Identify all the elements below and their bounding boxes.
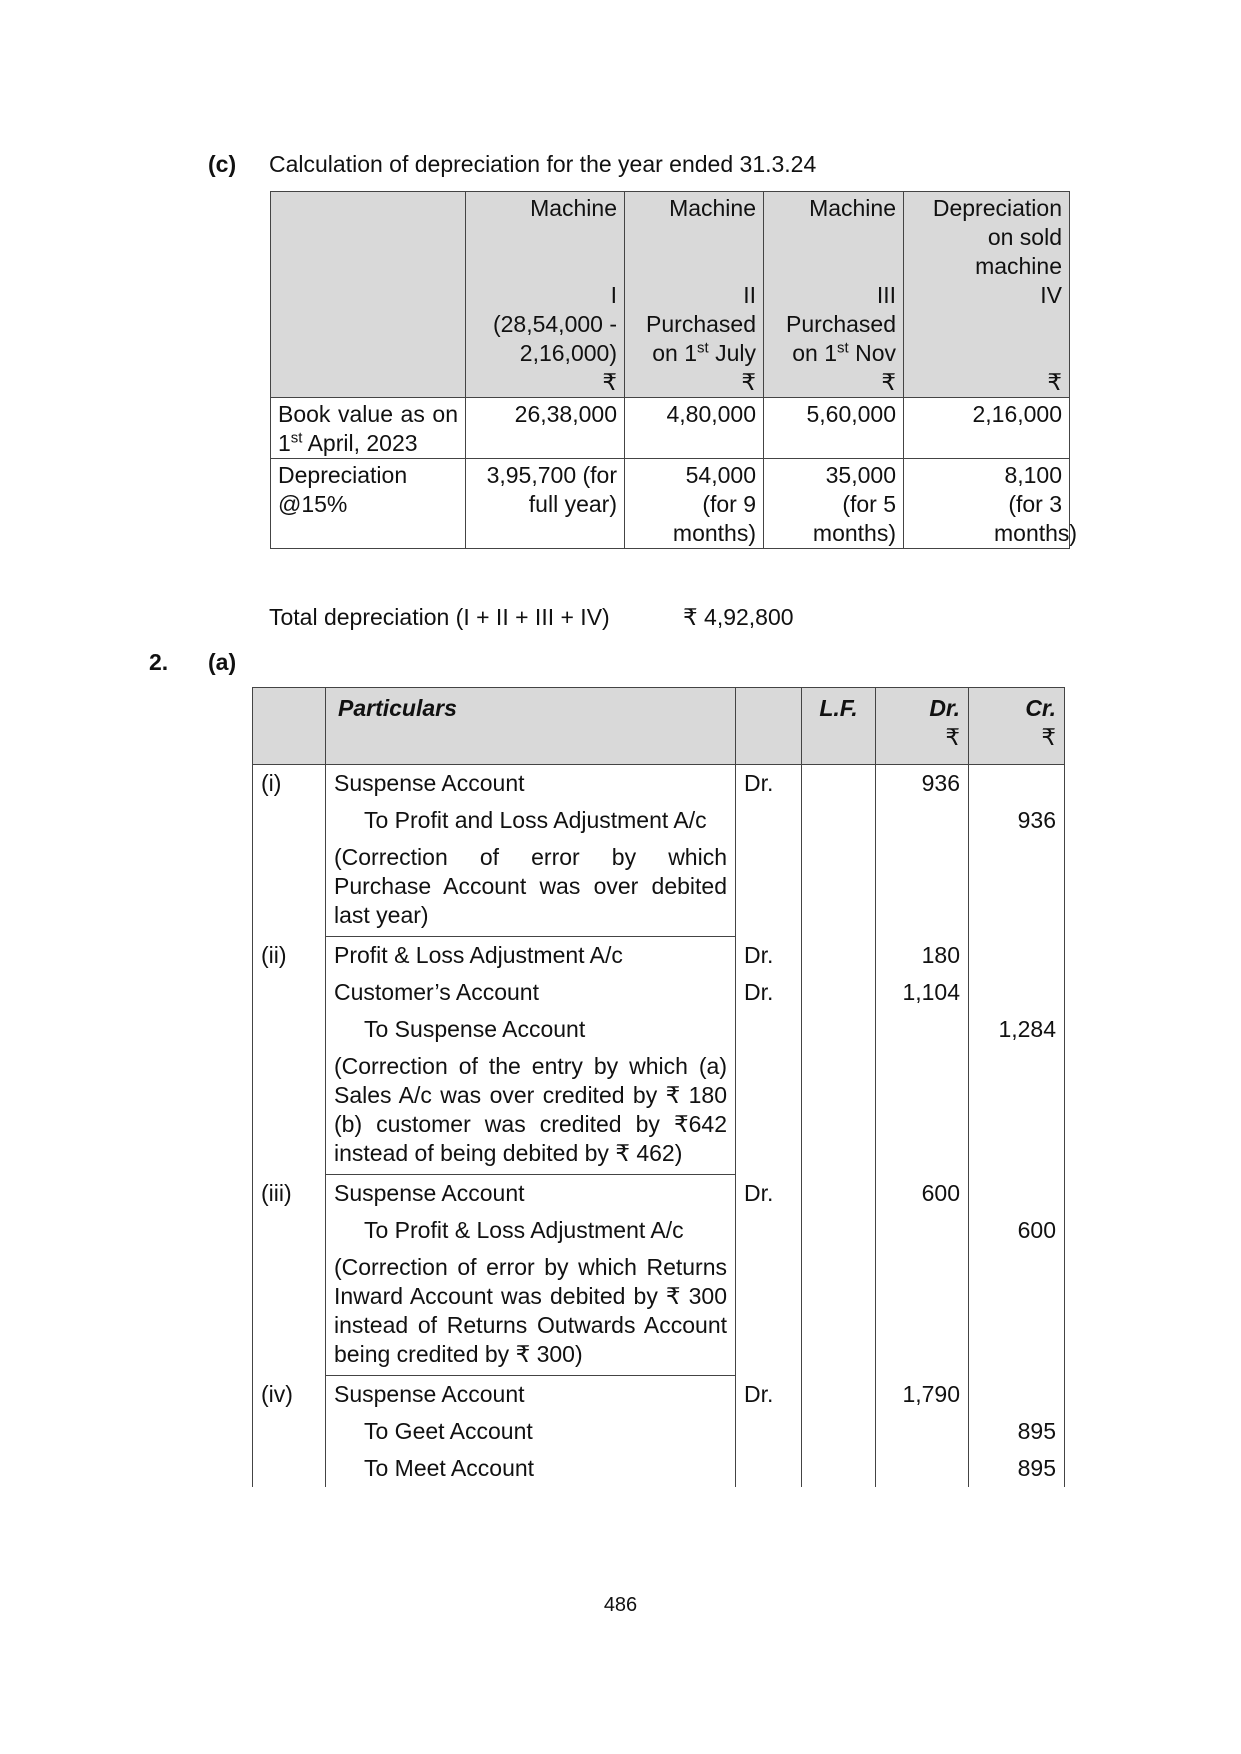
machine-2-desc-b: on 1st July: [652, 339, 756, 366]
journal-header-cr: Cr. ₹: [969, 688, 1065, 765]
entry-line: To Profit and Loss Adjustment A/c: [364, 807, 707, 833]
machine-3-desc-a: Purchased: [786, 311, 896, 337]
machine-3-currency: ₹: [881, 369, 896, 395]
entry-drcr: Dr.: [736, 1376, 802, 1488]
entry-dr: 936: [876, 765, 969, 937]
question-part: (a): [208, 649, 237, 675]
entry-narration: (Correction of the entry by which (a) Sales A/c was over credited by ₹ 180 (b) customer was credited by ₹642 instead of being debited by ₹ 462): [334, 1053, 727, 1166]
entry-line: To Meet Account: [364, 1455, 535, 1481]
depreciation-label: Depreciation @15%: [271, 459, 466, 549]
journal-header-row: [253, 688, 1065, 765]
entry-drcr: Dr. Dr.: [736, 937, 802, 1175]
total-depreciation-value: ₹ 4,92,800: [683, 604, 794, 630]
depreciation-machine-3: 35,000 (for 5 months): [764, 459, 904, 549]
entry-lf: [802, 1175, 876, 1376]
machine-2-currency: ₹: [741, 369, 756, 395]
entry-dr: 600: [876, 1175, 969, 1376]
entry-line: To Geet Account: [364, 1418, 533, 1444]
journal-header-drcr: [736, 688, 802, 765]
machine-3-number: III: [876, 282, 896, 308]
book-value-machine-1: 26,38,000: [466, 398, 625, 459]
book-value-label: Book value as on 1st April, 2023: [271, 398, 466, 459]
entry-cr: 936: [969, 765, 1065, 937]
entry-line: To Suspense Account: [364, 1016, 586, 1042]
entry-line: Suspense Account: [334, 1180, 525, 1206]
dep-row-depreciation: [271, 459, 1070, 549]
depreciation-machine-1: 3,95,700 (for full year): [466, 459, 625, 549]
sold-machine-currency: ₹: [1047, 369, 1062, 395]
depreciation-machine-2: 54,000 (for 9 months): [625, 459, 764, 549]
machine-1-desc: (28,54,000 - 2,16,000): [492, 311, 617, 366]
book-value-machine-2: 4,80,000: [625, 398, 764, 459]
entry-line: Suspense Account: [334, 770, 525, 796]
section-title: Calculation of depreciation for the year ended 31.3.24: [269, 151, 817, 177]
dep-header-blank: [271, 192, 466, 398]
entry-particulars: [326, 937, 736, 1175]
book-value-machine-3: 5,60,000: [764, 398, 904, 459]
machine-3-desc-b: on 1st Nov: [792, 339, 896, 366]
entry-drcr: Dr.: [736, 1175, 802, 1376]
machine-2-number: II: [743, 282, 756, 308]
entry-cr: 600: [969, 1175, 1065, 1376]
entry-dr: 1,790: [876, 1376, 969, 1488]
journal-entry: [253, 1376, 1065, 1488]
entry-line: To Profit & Loss Adjustment A/c: [364, 1217, 684, 1243]
dep-header-sold-machine: [904, 192, 1070, 398]
journal-header-no: [253, 688, 326, 765]
question-number: 2.: [149, 649, 169, 675]
entry-number: (i): [253, 765, 326, 937]
entry-narration: (Correction of error by which Purchase Account was over debited last year): [334, 844, 727, 928]
entry-number: (iv): [253, 1376, 326, 1488]
entry-dr: 180 1,104: [876, 937, 969, 1175]
dep-row-book-value: [271, 398, 1070, 459]
dep-header-machine-1: [466, 192, 625, 398]
machine-2-name: Machine: [669, 195, 756, 221]
dep-header-machine-3: [764, 192, 904, 398]
entry-line: Suspense Account: [334, 1381, 525, 1407]
journal-entry: [253, 937, 1065, 1175]
entry-particulars: [326, 1376, 736, 1488]
entry-particulars: [326, 1175, 736, 1376]
journal-table: [252, 687, 1065, 1487]
entry-number: (iii): [253, 1175, 326, 1376]
page-number: 486: [603, 1594, 638, 1616]
machine-1-number: I: [610, 282, 617, 308]
machine-2-desc-a: Purchased: [646, 311, 756, 337]
machine-1-currency: ₹: [602, 369, 617, 395]
entry-particulars: [326, 765, 736, 937]
depreciation-table: [270, 191, 1078, 549]
total-depreciation-label: Total depreciation (I + II + III + IV): [269, 604, 610, 630]
entry-number: (ii): [253, 937, 326, 1175]
depreciation-sold-machine: 8,100 (for 3 months): [904, 459, 1070, 549]
entry-lf: [802, 1376, 876, 1488]
entry-lf: [802, 937, 876, 1175]
entry-lf: [802, 765, 876, 937]
journal-header-lf: L.F.: [802, 688, 876, 765]
machine-1-name: Machine: [530, 195, 617, 221]
entry-cr: 1,284: [969, 937, 1065, 1175]
entry-cr: 895 895: [969, 1376, 1065, 1488]
entry-line: Profit & Loss Adjustment A/c: [334, 942, 623, 968]
journal-header-particulars: Particulars: [326, 688, 736, 765]
machine-3-name: Machine: [809, 195, 896, 221]
dep-header-machine-2: [625, 192, 764, 398]
entry-drcr: Dr.: [736, 765, 802, 937]
book-value-sold-machine: 2,16,000: [904, 398, 1070, 459]
sold-machine-number: IV: [1040, 282, 1062, 308]
section-label: (c): [208, 151, 237, 177]
journal-entry: [253, 1175, 1065, 1376]
entry-narration: (Correction of error by which Returns Inward Account was debited by ₹ 300 instead of Returns Outwards Account being credited by ₹ 300): [334, 1254, 727, 1367]
entry-line: Customer’s Account: [334, 979, 539, 1005]
dep-header-row: [271, 192, 1070, 398]
sold-machine-name: Depreciation on sold machine: [932, 195, 1062, 279]
journal-entry: [253, 765, 1065, 937]
journal-header-dr: Dr. ₹: [876, 688, 969, 765]
